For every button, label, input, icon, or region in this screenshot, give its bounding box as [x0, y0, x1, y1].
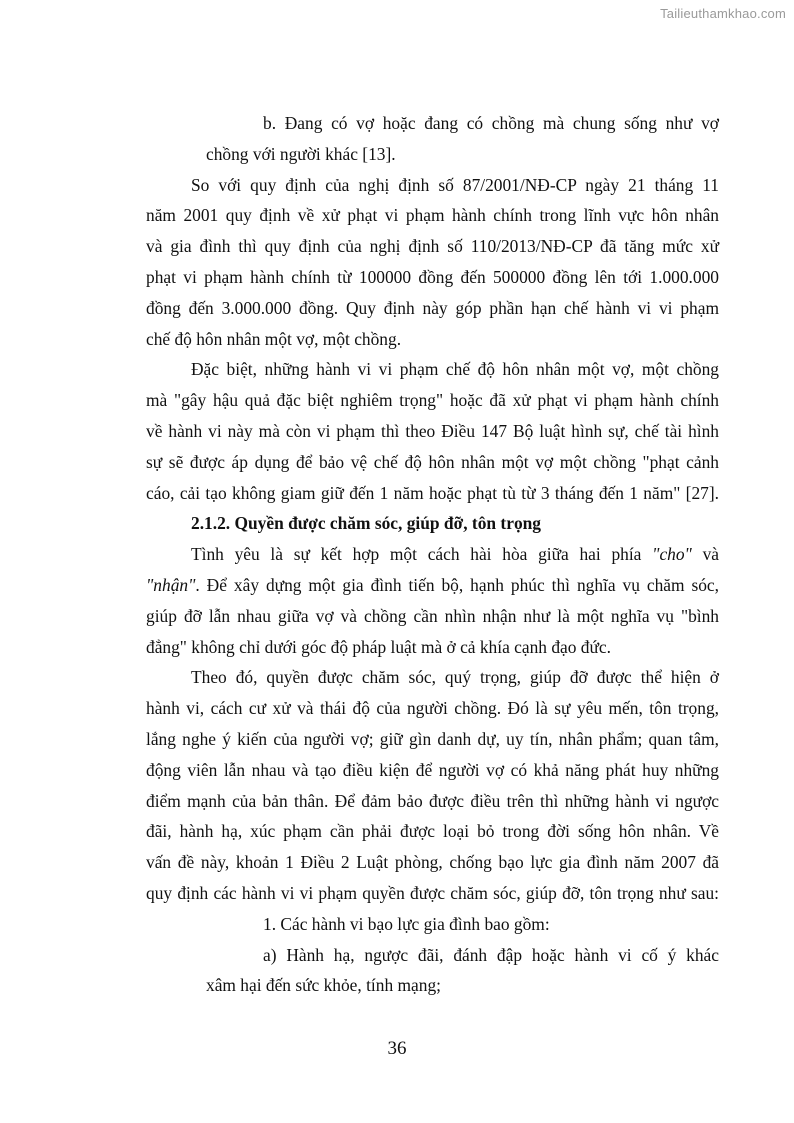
text-line: Theo đó, quyền được chăm sóc, quý trọng, giúp đỡ được thể hiện ở: [191, 667, 719, 688]
document-body: [146, 108, 719, 1001]
text-line: cáo, cải tạo không giam giữ đến 1 năm hoặc phạt tù từ 3 tháng đến 1 năm" [27].: [146, 482, 719, 503]
text-line: quy định các hành vi vi phạm quyền được chăm sóc, giúp đỡ, tôn trọng như sau:: [146, 882, 719, 903]
text-line: đãi, hành hạ, xúc phạm cần phải được loại bỏ trong đời sống hôn nhân. Về: [146, 821, 719, 842]
text-line: mà "gây hậu quả đặc biệt nghiêm trọng" hoặc đã xử phạt vi phạm hành chính: [146, 390, 719, 411]
text-line: năm 2001 quy định về xử phạt vi phạm hành chính trong lĩnh vực hôn nhân: [146, 205, 719, 226]
text-line: [146, 539, 719, 570]
text-line: hành vi, cách cư xử và thái độ của người chồng. Đó là sự yêu mến, tôn trọng,: [146, 698, 719, 719]
text-line: và gia đình thì quy định của nghị định số 110/2013/NĐ-CP đã tăng mức xử: [146, 236, 719, 257]
section-heading: 2.1.2. Quyền được chăm sóc, giúp đỡ, tôn trọng: [191, 513, 542, 534]
text-line: đẳng" không chỉ dưới góc độ pháp luật mà ở cả khía cạnh đạo đức.: [146, 636, 611, 657]
text-line: đồng đến 3.000.000 đồng. Quy định này góp phần hạn chế hành vi vi phạm: [146, 297, 719, 318]
text-line: chồng với người khác [13].: [206, 143, 396, 164]
text-line: điểm mạnh của bản thân. Để đảm bảo được điều trên thì những hành vi ngược: [146, 790, 719, 811]
text-line: sự sẽ được áp dụng để bảo vệ chế độ hôn nhân một vợ một chồng "phạt cảnh: [146, 451, 719, 472]
text-line: vấn đề này, khoản 1 Điều 2 Luật phòng, chống bạo lực gia đình năm 2007 đã: [146, 852, 719, 873]
list-item: a) Hành hạ, ngược đãi, đánh đập hoặc hành vi cố ý khác: [263, 944, 719, 965]
text-line: lắng nghe ý kiến của người vợ; giữ gìn danh dự, uy tín, nhân phẩm; quan tâm,: [146, 728, 719, 749]
text-line: về hành vi này mà còn vi phạm thì theo Điều 147 Bộ luật hình sự, chế tài hình: [146, 420, 719, 441]
text-span: và: [691, 544, 720, 565]
italic-span: "nhận": [146, 574, 196, 595]
list-item-continuation: xâm hại đến sức khỏe, tính mạng;: [206, 975, 441, 996]
text-line: b. Đang có vợ hoặc đang có chồng mà chung sống như vợ: [263, 113, 719, 133]
text-span: Tình yêu là sự kết hợp một cách hài hòa giữa hai phía: [191, 544, 653, 565]
text-line: giúp đỡ lẫn nhau giữa vợ và chồng cần nhìn nhận như là một nghĩa vụ "bình: [146, 605, 719, 626]
watermark: Tailieuthamkhao.com: [660, 6, 786, 21]
list-item: 1. Các hành vi bạo lực gia đình bao gồm:: [263, 913, 550, 934]
text-line: So với quy định của nghị định số 87/2001/NĐ-CP ngày 21 tháng 11: [191, 174, 719, 195]
text-line: chế độ hôn nhân một vợ, một chồng.: [146, 328, 402, 349]
text-line: phạt vi phạm hành chính từ 100000 đồng đến 500000 đồng lên tới 1.000.000: [146, 266, 719, 287]
italic-span: "cho": [652, 544, 692, 565]
text-span: . Để xây dựng một gia đình tiến bộ, hạnh phúc thì nghĩa vụ chăm sóc,: [195, 574, 719, 595]
text-line: động viên lẫn nhau và tạo điều kiện để người vợ có khả năng phát huy những: [146, 759, 719, 780]
page-number: 36: [387, 1038, 407, 1059]
text-line: Đặc biệt, những hành vi vi phạm chế độ hôn nhân một vợ, một chồng: [191, 359, 719, 380]
text-line: [146, 570, 719, 601]
